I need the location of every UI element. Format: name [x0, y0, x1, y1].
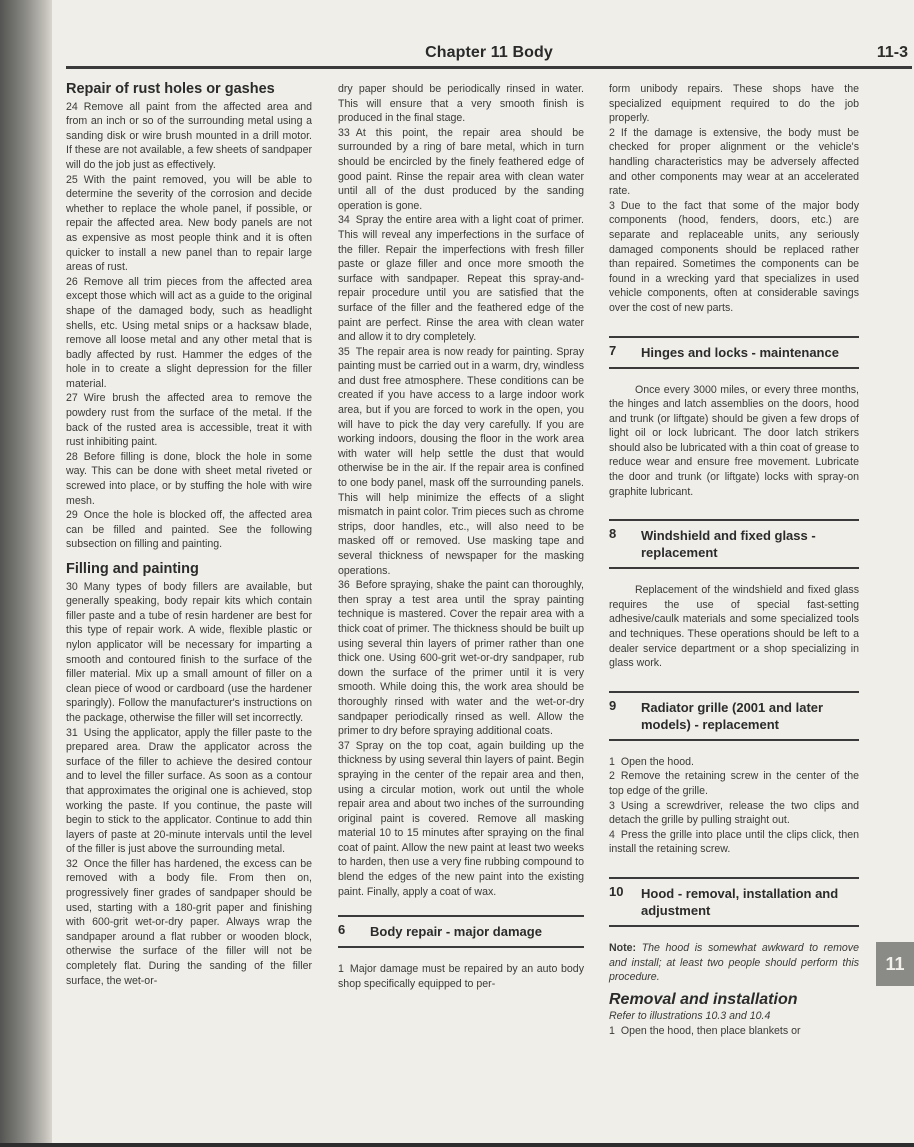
paragraph-30: 30 Many types of body fillers are available, but generally speaking, body repair kits which contain filler paste and a tube of resin hardener are best for this type of repair work. A wide, flexible plastic or nylon applicator will be necessary for imparting a smooth and contoured finish to the surface of the filler material. Mix up a small amount of filler on a clean piece of wood or cardboard (use the hardener sparingly). Follow the manufacturer's instructions on the package, otherwise the filler will set incorrectly. [66, 580, 312, 724]
section-6-paragraph-1: 1 Major damage must be repaired by an auto body shop specifically equipped to per- [338, 963, 584, 990]
paragraph-31: 31 Using the applicator, apply the filler paste to the prepared area. Draw the applicator across the surface of the filler to achieve the desired contour and to level the filler surface. As soon as a contour that approximates the original one is achieved, stop working the paste. If you continue, the paste will begin to stick to the applicator. Continue to add thin layers of paste at 20-minute intervals until the level of the filler is just above the surrounding metal. [66, 726, 312, 856]
paragraph-36: 36 Before spraying, shake the paint can thoroughly, then spray a test area until the spray painting technique is mastered. Cover the repair area with a thick coat of primer. The thickness should be built up using several thin layers of primer rather than one thick one. Using 600-grit wet-or-dry sandpaper, rub down the surface of the primer until it is very smooth. While doing this, the work area should be thoroughly rinsed with water and the wet-or-dry sandpaper periodically rinsed as well. Allow the primer to dry before spraying additional coats. [338, 579, 584, 738]
column-2 [338, 82, 584, 991]
section-10-heading: 10 Hood - removal, installation and adjustment [609, 877, 859, 927]
section-6-paragraph-2: 2 If the damage is extensive, the body must be checked for proper alignment or the vehicle's handling characteristics may be adversely affected and other components may wear at an accelerated rate. [609, 126, 859, 198]
column-3 [609, 82, 859, 1039]
section-8-heading: 8 Windshield and fixed glass - replacement [609, 519, 859, 569]
paragraph-27: 27 Wire brush the affected area to remove the powdery rust from the surface of the metal. If the back of the rusted area is accessible, treat it with rust inhibiting paint. [66, 392, 312, 449]
illustration-reference: Refer to illustrations 10.3 and 10.4 [609, 1010, 771, 1023]
subheading-filling-painting: Filling and painting [66, 561, 199, 577]
paragraph-37: 37 Spray on the top coat, again building up the thickness by using several thin layers of paint. Begin spraying in the center of the repair area and then, using a circular motion, work out until the whole repair area and about two inches of the surrounding original paint is covered. Remove all masking material 10 to 15 minutes after spraying on the final coat of paint. Allow the new paint at least two weeks to harden, then use a very fine rubbing compound to blend the edges of the new paint into the existing paint. Finally, apply a coat of wax. [338, 739, 584, 898]
paragraph-26: 26 Remove all trim pieces from the affected area except those which will act as a guide to the original shape of the damaged body, such as headlight shells, etc. Using metal snips or a hacksaw blade, remove all loose metal and any other metal that is badly affected by rust. Hammer the edges of the hole in to create a slight depression for the filler material. [66, 275, 312, 390]
chapter-title: Chapter 11 Body [425, 44, 553, 61]
section-9-heading: 9 Radiator grille (2001 and later models) - replacement [609, 691, 859, 741]
page-number: 11-3 [876, 44, 908, 61]
section-10-paragraph-1: 1 Open the hood, then place blankets or [609, 1024, 801, 1037]
page-header [66, 0, 912, 70]
subheading-rust-holes: Repair of rust holes or gashes [66, 81, 275, 97]
section-8-paragraph: Replacement of the windshield and fixed glass requires the use of special fast-setting adhesive/caulk materials and some specialized tools and techniques. These operations should be left to a dealer service department or a shop specializing in glass work. [609, 584, 859, 670]
section-7-paragraph: Once every 3000 miles, or every three months, the hinges and latch assemblies on the doors, hood and trunk (or liftgate) should be given a few drops of light oil or lock lubricant. The door latch strikers should also be lubricated with a thin coat of grease to reduce wear and ensure free movement. Lubricate the door and trunk (or liftgate) locks with spray-on graphite lubricant. [609, 383, 859, 498]
paragraph-32-continued: dry paper should be periodically rinsed in water. This will ensure that a very smooth finish is produced in the final stage. [338, 83, 584, 125]
section-9-paragraph-1: 1 Open the hood. [609, 755, 694, 768]
paragraph-24: 24 Remove all paint from the affected area and from an inch or so of the surrounding metal using a sanding disk or wire brush mounted in a drill motor. If these are not available, a few sheets of sandpaper will do the job just as effectively. [66, 100, 312, 171]
paragraph-35: 35 The repair area is now ready for painting. Spray painting must be carried out in a warm, dry, windless and dust free atmosphere. These conditions can be created if you have access to a large indoor work area, but if you are forced to work in the open, you will have to pick the day very carefully. If you are working indoors, dousing the floor in the work area with water will help settle the dust that would otherwise be in the air. If the repair area is confined to one body panel, mask off the surrounding panels. This will help minimize the effects of a slight mismatch in paint color. Trim pieces such as chrome strips, door handles, etc., will also need to be masked off or removed. Use masking tape and several thickness of newspaper for the masking operations. [338, 345, 584, 577]
section-9-paragraph-4: 4 Press the grille into place until the clips click, then install the retaining screw. [609, 828, 859, 856]
subheading-removal-installation: Removal and installation [609, 990, 798, 1008]
paragraph-25: 25 With the paint removed, you will be able to determine the severity of the corrosion and decide whether to replace the whole panel, if possible, or repair the affected area. New body panels are not as expensive as most people think and it is often quicker to install a new panel than to repair large areas of rust. [66, 173, 312, 274]
paragraph-32: 32 Once the filler has hardened, the excess can be removed with a body file. From then on, progressively finer grades of sandpaper should be used, starting with a 180-grit paper and finishing with 600-grit wet-or-dry paper. Always wrap the sandpaper around a flat rubber or wooden block, otherwise the surface of the filler will not be completely flat. During the sanding of the filler surface, the wet-or- [66, 857, 312, 987]
section-10-note: Note: The hood is somewhat awkward to remove and install; at least two people should perform this procedure. [609, 941, 859, 984]
section-7-heading: 7 Hinges and locks - maintenance [609, 336, 859, 369]
section-6-paragraph-1-continued: form unibody repairs. These shops have the specialized equipment required to do the job properly. [609, 83, 859, 125]
header-rule [66, 66, 912, 69]
paragraph-29: 29 Once the hole is blocked off, the affected area can be filled and painted. See the following subsection on filling and painting. [66, 509, 312, 551]
page [52, 0, 914, 1147]
section-6-paragraph-3: 3 Due to the fact that some of the major body components (hood, fenders, doors, etc.) are separate and replaceable units, any seriously damaged components should be replaced rather than repaired. Sometimes the components can be found in a wrecking yard that specializes in used vehicle components, often at considerable savings over the cost of new parts. [609, 199, 859, 314]
chapter-tab: 11 [876, 942, 914, 986]
section-6-heading: 6 Body repair - major damage [338, 915, 584, 948]
book-binding [0, 0, 52, 1147]
column-1 [66, 82, 312, 988]
paragraph-34: 34 Spray the entire area with a light coat of primer. This will reveal any imperfections in the surface of the filler. Repair the imperfections with fresh filler paste or glaze filler and once more smooth the surface with sandpaper. Repeat this spray-and-repair procedure until you are satisfied that the surface of the filler and the feathered edge of the paint are perfect. Rinse the area with clean water and allow it to dry completely. [338, 214, 584, 344]
paragraph-28: 28 Before filling is done, block the hole in some way. This can be done with sheet metal riveted or screwed into place, or by stuffing the hole with wire mesh. [66, 450, 312, 507]
section-9-paragraph-3: 3 Using a screwdriver, release the two clips and detach the grille by pulling straight out. [609, 799, 859, 827]
bottom-edge [0, 1143, 914, 1147]
section-9-paragraph-2: 2 Remove the retaining screw in the center of the top edge of the grille. [609, 770, 859, 797]
paragraph-33: 33 At this point, the repair area should be surrounded by a ring of bare metal, which in turn should be encircled by the finely feathered edge of good paint. Rinse the repair area with clean water until all of the dust produced by the sanding operation is gone. [338, 126, 584, 212]
